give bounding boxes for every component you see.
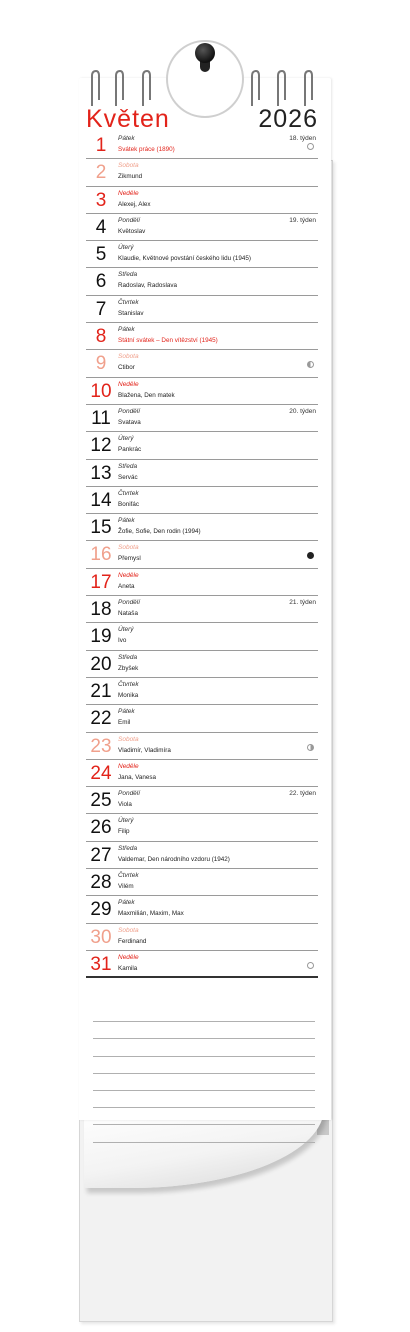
weekday-label: Pondělí	[118, 790, 141, 798]
weekday-label: Neděle	[118, 571, 139, 579]
weekday-label: Středa	[118, 844, 138, 852]
day-list	[86, 132, 318, 978]
day-row	[86, 787, 318, 814]
name-day-text: Přemysl	[118, 555, 141, 563]
day-number: 3	[95, 189, 107, 211]
name-day-text: Valdemar, Den národního vzdoru (1942)	[118, 855, 230, 863]
name-day-text: Filip	[118, 828, 130, 836]
day-row	[86, 760, 318, 787]
day-number: 28	[90, 872, 112, 894]
day-row	[86, 842, 318, 869]
moon-phase-icon	[307, 143, 314, 150]
day-row	[86, 323, 318, 350]
day-number: 25	[90, 790, 112, 812]
day-number: 1	[95, 135, 107, 156]
spiral-ring-icon	[250, 70, 260, 108]
day-number: 8	[95, 326, 107, 348]
name-day-text: Státní svátek – Den vítězství (1945)	[118, 337, 218, 345]
day-row	[86, 924, 318, 951]
note-line	[93, 1005, 315, 1022]
name-day-text: Radoslav, Radoslava	[118, 282, 178, 290]
day-row	[86, 705, 318, 732]
day-number: 10	[90, 380, 112, 402]
weekday-label: Středa	[118, 653, 138, 661]
name-day-text: Ivo	[118, 637, 127, 645]
day-number: 21	[90, 680, 112, 702]
weekday-label: Středa	[118, 462, 138, 470]
weekday-label: Pátek	[118, 326, 135, 334]
note-line	[93, 1108, 315, 1125]
weekday-label: Neděle	[118, 189, 139, 197]
note-line	[93, 1039, 315, 1056]
spiral-ring-icon	[90, 70, 100, 108]
weekday-label: Úterý	[118, 244, 134, 252]
name-day-text: Jana, Vanesa	[118, 773, 157, 781]
weekday-label: Sobota	[118, 162, 139, 170]
weekday-label: Sobota	[118, 735, 139, 743]
name-day-text: Maxmilián, Maxim, Max	[118, 910, 184, 918]
name-day-text: Bonifác	[118, 500, 140, 508]
day-number: 12	[90, 435, 112, 457]
name-day-text: Ferdinand	[118, 937, 147, 945]
weekday-label: Pátek	[118, 517, 135, 525]
name-day-text: Servác	[118, 473, 138, 481]
day-number: 2	[95, 162, 107, 184]
name-day-text: Stanislav	[118, 309, 144, 317]
note-line	[93, 1091, 315, 1108]
spiral-ring-icon	[141, 70, 151, 108]
day-row	[86, 596, 318, 623]
day-number: 26	[90, 817, 112, 839]
note-line	[93, 1022, 315, 1039]
day-number: 24	[90, 762, 112, 784]
day-row	[86, 214, 318, 241]
weekday-label: Čtvrtek	[118, 872, 139, 880]
day-row	[86, 405, 318, 432]
day-row	[86, 268, 318, 295]
weekday-label: Čtvrtek	[118, 680, 139, 688]
notes-area	[93, 1005, 315, 1143]
weekday-label: Sobota	[118, 353, 139, 361]
day-number: 19	[90, 626, 112, 648]
day-row	[86, 432, 318, 459]
name-day-text: Aneta	[118, 582, 135, 590]
day-number: 4	[95, 216, 107, 238]
year-title: 2026	[258, 105, 318, 133]
day-number: 16	[90, 544, 112, 566]
name-day-text: Klaudie, Květnové povstání českého lidu (1945)	[118, 255, 252, 263]
day-row	[86, 132, 318, 159]
day-row	[86, 623, 318, 650]
day-number: 30	[90, 926, 112, 948]
name-day-text: Kamila	[118, 964, 138, 972]
name-day-text: Svatava	[118, 418, 141, 426]
week-number: 21. týden	[289, 599, 316, 607]
day-row	[86, 651, 318, 678]
name-day-text: Blažena, Den matek	[118, 391, 175, 399]
day-row	[86, 487, 318, 514]
day-row	[86, 460, 318, 487]
day-row	[86, 296, 318, 323]
weekday-label: Úterý	[118, 626, 134, 634]
spiral-ring-icon	[114, 70, 124, 108]
weekday-label: Sobota	[118, 926, 139, 934]
moon-phase-icon	[307, 361, 314, 368]
name-day-text: Viola	[118, 801, 132, 809]
day-row	[86, 733, 318, 760]
name-day-text: Monika	[118, 691, 139, 699]
name-day-text: Nataša	[118, 610, 138, 618]
week-number: 20. týden	[289, 407, 316, 415]
day-row	[86, 678, 318, 705]
month-title: Květen	[86, 105, 170, 133]
weekday-label: Pátek	[118, 708, 135, 716]
weekday-label: Úterý	[118, 817, 134, 825]
week-number: 18. týden	[289, 135, 316, 142]
day-row	[86, 869, 318, 896]
week-number: 22. týden	[289, 790, 316, 798]
day-row	[86, 896, 318, 923]
name-day-text: Svátek práce (1890)	[118, 146, 175, 153]
weekday-label: Středa	[118, 271, 138, 279]
day-number: 14	[90, 489, 112, 511]
day-number: 9	[95, 353, 107, 375]
name-day-text: Zbyšek	[118, 664, 139, 672]
name-day-text: Alexej, Alex	[118, 200, 151, 208]
day-number: 27	[90, 844, 112, 866]
week-number: 19. týden	[289, 216, 316, 224]
day-row	[86, 159, 318, 186]
day-row	[86, 814, 318, 841]
day-row	[86, 350, 318, 377]
weekday-label: Neděle	[118, 380, 139, 388]
day-number: 7	[95, 298, 107, 320]
day-number: 11	[91, 407, 111, 429]
day-number: 31	[90, 953, 112, 975]
weekday-label: Pátek	[118, 135, 135, 142]
spiral-ring-icon	[276, 70, 286, 108]
day-number: 18	[90, 599, 112, 621]
weekday-label: Čtvrtek	[118, 298, 139, 306]
name-day-text: Květoslav	[118, 227, 146, 235]
name-day-text: Ctibor	[118, 364, 135, 372]
day-row	[86, 951, 318, 978]
weekday-label: Pondělí	[118, 216, 141, 224]
weekday-label: Úterý	[118, 435, 134, 443]
day-number: 22	[90, 708, 112, 730]
note-line	[93, 1074, 315, 1091]
weekday-label: Neděle	[118, 953, 139, 961]
day-row	[86, 514, 318, 541]
spiral-ring-icon	[303, 70, 313, 108]
weekday-label: Čtvrtek	[118, 489, 139, 497]
name-day-text: Zikmund	[118, 173, 143, 181]
day-row	[86, 187, 318, 214]
note-line	[93, 1125, 315, 1142]
day-number: 17	[90, 571, 112, 593]
weekday-label: Sobota	[118, 544, 139, 552]
day-number: 23	[90, 735, 112, 757]
moon-phase-icon	[307, 744, 314, 751]
name-day-text: Žofie, Sofie, Den rodin (1994)	[118, 528, 201, 536]
name-day-text: Pankrác	[118, 446, 142, 454]
weekday-label: Neděle	[118, 762, 139, 770]
weekday-label: Pondělí	[118, 599, 141, 607]
weekday-label: Pondělí	[118, 407, 141, 415]
day-number: 13	[90, 462, 112, 484]
name-day-text: Vilém	[118, 883, 134, 891]
moon-phase-icon	[307, 552, 314, 559]
day-number: 29	[90, 899, 112, 921]
day-row	[86, 378, 318, 405]
day-number: 15	[90, 517, 112, 539]
day-row	[86, 541, 318, 568]
day-row	[86, 569, 318, 596]
moon-phase-icon	[307, 962, 314, 969]
day-number: 6	[95, 271, 107, 293]
day-row	[86, 241, 318, 268]
pin-icon	[195, 43, 215, 63]
name-day-text: Vladimír, Vladimíra	[118, 746, 171, 754]
day-number: 20	[90, 653, 112, 675]
weekday-label: Pátek	[118, 899, 135, 907]
day-number: 5	[95, 244, 107, 266]
name-day-text: Emil	[118, 719, 131, 727]
calendar-header	[86, 104, 318, 134]
note-line	[93, 1057, 315, 1074]
